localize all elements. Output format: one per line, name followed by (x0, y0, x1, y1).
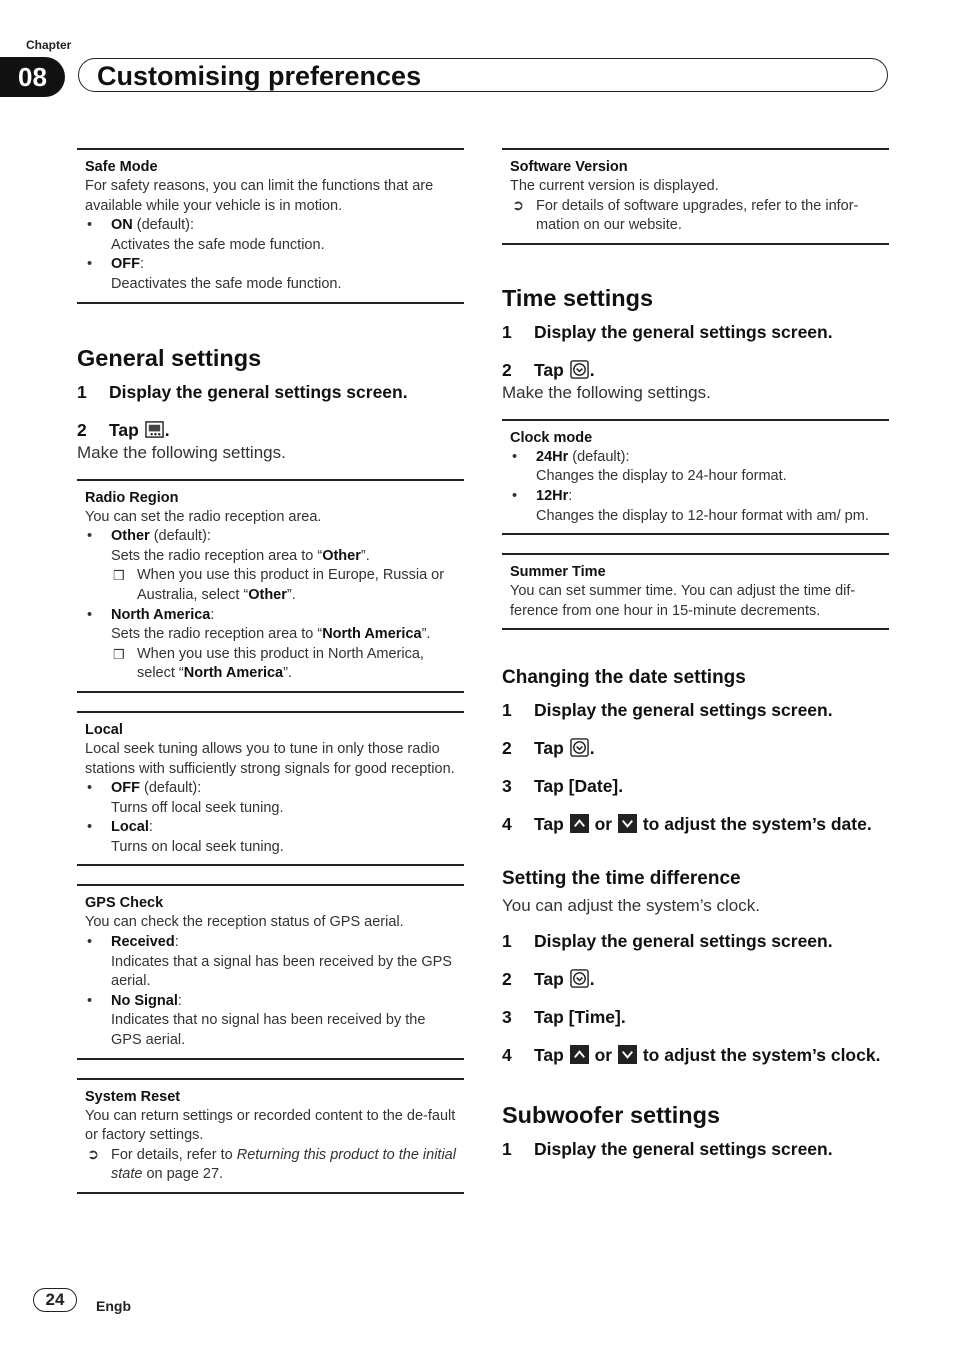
chapter-label: Chapter (26, 38, 72, 52)
bullet-icon: • (87, 780, 93, 797)
list-item: • OFF: (85, 255, 456, 275)
reference-note: ➲ For details of software upgrades, refer to the infor-mation on our website. (512, 197, 859, 234)
clock-settings-icon (570, 969, 589, 988)
step: 3 Tap [Date]. (502, 776, 624, 797)
bullet-icon: • (87, 992, 93, 1009)
bullet-icon: • (512, 448, 518, 465)
radio-region-desc: You can set the radio reception area. (85, 508, 322, 525)
step: 3 Tap [Time]. (502, 1007, 626, 1028)
timediff-heading: Setting the time difference (502, 868, 741, 890)
bullet-icon: • (87, 934, 93, 951)
step: 2 Tap . (502, 738, 595, 759)
option-desc: Sets the radio reception area to “North America”. (111, 626, 431, 643)
list-item: • 24Hr (default): (510, 448, 881, 468)
timediff-lead: You can adjust the system’s clock. (502, 896, 760, 916)
option-desc: Turns off local seek tuning. (111, 799, 284, 816)
chapter-title: Customising preferences (97, 61, 422, 91)
time-settings-heading: Time settings (502, 284, 654, 311)
radio-region-box (77, 479, 464, 693)
general-lead: Make the following settings. (77, 442, 286, 462)
list-item: • Local: (85, 818, 456, 838)
gps-check-title: GPS Check (85, 895, 164, 912)
option-desc: Sets the radio reception area to “Other”. (111, 547, 370, 564)
bullet-icon: • (87, 256, 93, 273)
clock-mode-box (502, 419, 889, 535)
option-desc: Turns on local seek tuning. (111, 838, 284, 855)
safe-mode-desc: For safety reasons, you can limit the functions that are available while your vehicle is in motion. (85, 178, 434, 214)
note: ❒ When you use this product in Europe, Russia or Australia, select “Other”. (113, 567, 445, 603)
step: 1 Display the general settings screen. (502, 700, 833, 721)
gps-check-desc: You can check the reception status of GPS aerial. (85, 914, 404, 931)
bullet-icon: • (512, 487, 518, 504)
list-item: • Other (default): (85, 527, 456, 547)
note-icon: ❒ (113, 646, 125, 662)
date-heading: Changing the date settings (502, 667, 746, 689)
clock-settings-icon (570, 360, 589, 379)
summer-time-desc: You can set summer time. You can adjust the time dif-ference from one hour in 15-minute decrements. (510, 583, 856, 619)
radio-region-title: Radio Region (85, 489, 179, 506)
summer-time-box (502, 553, 889, 630)
local-box (77, 711, 464, 867)
local-desc: Local seek tuning allows you to tune in only those radio stations with sufficiently strong signals for good reception. (85, 740, 455, 777)
language-code: Engb (96, 1298, 131, 1314)
arrow-icon: ➲ (512, 197, 525, 214)
bullet-icon: • (87, 217, 93, 234)
list-item: • 12Hr: (510, 487, 881, 507)
system-reset-title: System Reset (85, 1088, 181, 1105)
step: 4 Tap or to adjust the system’s clock. (502, 1045, 881, 1066)
option-desc: Changes the display to 24-hour format. (536, 468, 787, 485)
list-item: • ON (default): (85, 216, 456, 236)
up-arrow-icon (570, 1045, 589, 1064)
left-column (77, 148, 464, 1194)
arrow-icon: ➲ (87, 1146, 100, 1163)
step: 1 Display the general settings screen. (502, 321, 833, 342)
option-desc: Changes the display to 12-hour format with am/ pm. (536, 507, 869, 524)
step: 1 Display the general settings screen. (502, 931, 833, 952)
step: 1 Display the general settings screen. (502, 1139, 833, 1160)
note: ❒ When you use this product in North America, select “North America”. (113, 645, 424, 682)
clock-mode-title: Clock mode (510, 429, 593, 446)
reference-note: ➲ For details, refer to Returning this product to the initial state on page 27. (87, 1146, 456, 1183)
step: 2 Tap . (77, 419, 170, 440)
settings-image-icon (145, 420, 164, 439)
list-item: • No Signal: (85, 992, 456, 1012)
right-column (502, 148, 889, 1161)
option-desc: Indicates that no signal has been received by the GPS aerial. (111, 1012, 426, 1049)
subwoofer-heading: Subwoofer settings (502, 1102, 721, 1129)
list-item: • Received: (85, 933, 456, 953)
bullet-icon: • (87, 606, 93, 623)
system-reset-desc: You can return settings or recorded content to the de-fault or factory settings. (85, 1107, 456, 1144)
gps-check-box (77, 884, 464, 1059)
option-desc: Indicates that a signal has been received by the GPS aerial. (111, 953, 452, 990)
summer-time-title: Summer Time (510, 564, 606, 581)
software-version-desc: The current version is displayed. (510, 178, 719, 194)
general-settings-heading: General settings (77, 344, 262, 371)
chapter-number: 08 (0, 57, 65, 97)
step: 1 Display the general settings screen. (77, 381, 408, 402)
step: 2 Tap . (502, 969, 595, 990)
safe-mode-title: Safe Mode (85, 159, 158, 175)
software-version-title: Software Version (510, 159, 628, 175)
list-item: • OFF (default): (85, 779, 456, 799)
step: 2 Tap . (502, 359, 595, 380)
up-arrow-icon (570, 814, 589, 833)
bullet-icon: • (87, 528, 93, 545)
option-desc: Deactivates the safe mode function. (111, 275, 342, 292)
option-desc: Activates the safe mode function. (111, 236, 325, 253)
safe-mode-box (77, 148, 464, 304)
chapter-title-box (78, 58, 888, 92)
page-number: 24 (33, 1288, 77, 1312)
time-lead: Make the following settings. (502, 382, 711, 402)
note-icon: ❒ (113, 568, 125, 584)
local-title: Local (85, 721, 123, 738)
down-arrow-icon (618, 814, 637, 833)
down-arrow-icon (618, 1045, 637, 1064)
software-version-box (502, 148, 889, 245)
step: 4 Tap or to adjust the system’s date. (502, 814, 872, 835)
system-reset-box (77, 1078, 464, 1194)
clock-settings-icon (570, 738, 589, 757)
list-item: • North America: (85, 606, 456, 626)
bullet-icon: • (87, 819, 93, 836)
